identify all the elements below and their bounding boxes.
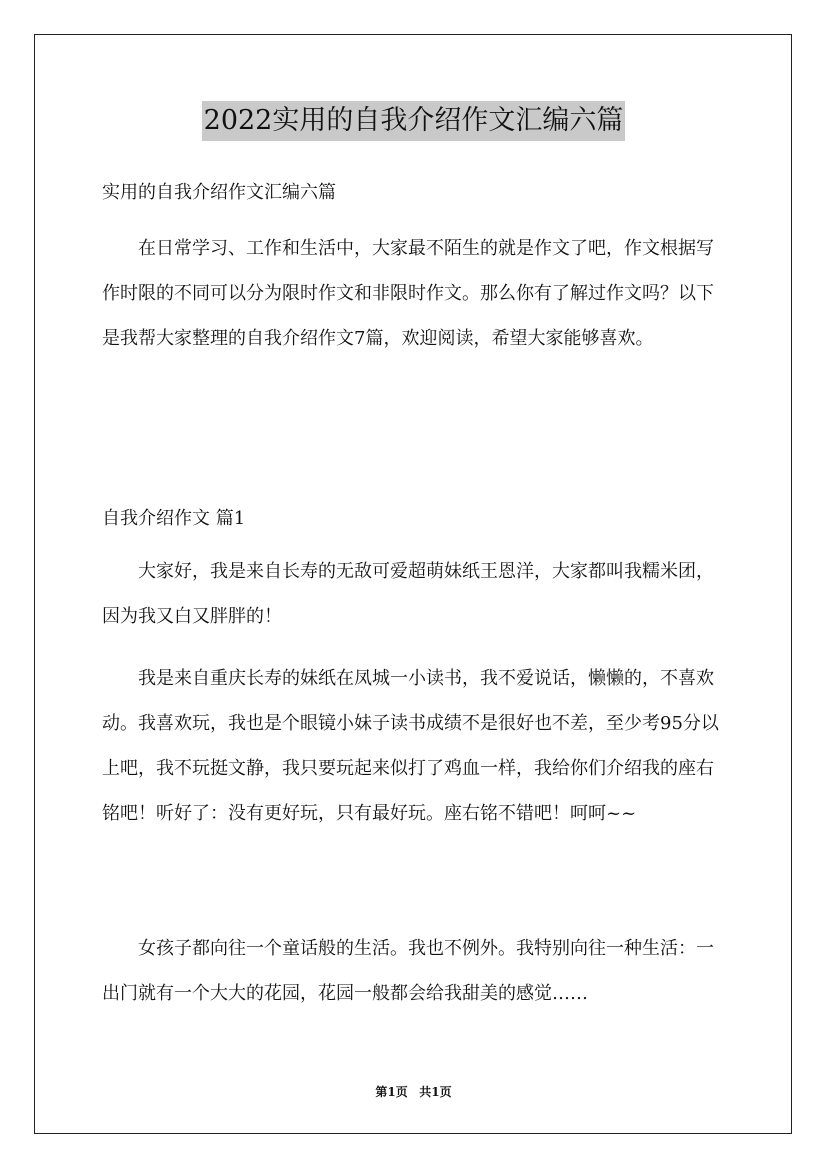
- paragraph-1: 大家好，我是来自长寿的无敌可爱超萌妹纸王恩洋，大家都叫我糯米团，因为我又白又胖胖的！: [102, 561, 714, 627]
- title-container: [0, 101, 827, 141]
- page-footer: [0, 1083, 827, 1101]
- page-total: 共1页: [419, 1085, 452, 1099]
- section-heading: 自我介绍作文 篇1: [102, 508, 246, 529]
- paragraph-3: 女孩子都向往一个童话般的生活。我也不例外。我特别向往一种生活：一出门就有一个大大的花园，花园一般都会给我甜美的感觉……: [102, 938, 714, 1004]
- paragraph-2: 我是来自重庆长寿的妹纸在凤城一小读书，我不爱说话，懒懒的，不喜欢动。我喜欢玩，我也是个眼镜小妹子读书成绩不是很好也不差，至少考95分以上吧，我不玩挺文静，我只要玩起来似打了鸡血一样，我给你们介绍我的座右铭吧！听好了：没有更好玩，只有最好玩。座右铭不错吧！呵呵~~: [102, 668, 719, 824]
- document-title: 2022实用的自我介绍作文汇编六篇: [202, 101, 626, 141]
- intro-paragraph: 在日常学习、工作和生活中，大家最不陌生的就是作文了吧，作文根据写作时限的不同可以分为限时作文和非限时作文。那么你有了解过作文吗？以下是我帮大家整理的自我介绍作文7篇，欢迎阅读，希望大家能够喜欢。: [102, 238, 714, 349]
- document-subtitle: 实用的自我介绍作文汇编六篇: [102, 182, 336, 203]
- page-number: 第1页: [375, 1085, 408, 1099]
